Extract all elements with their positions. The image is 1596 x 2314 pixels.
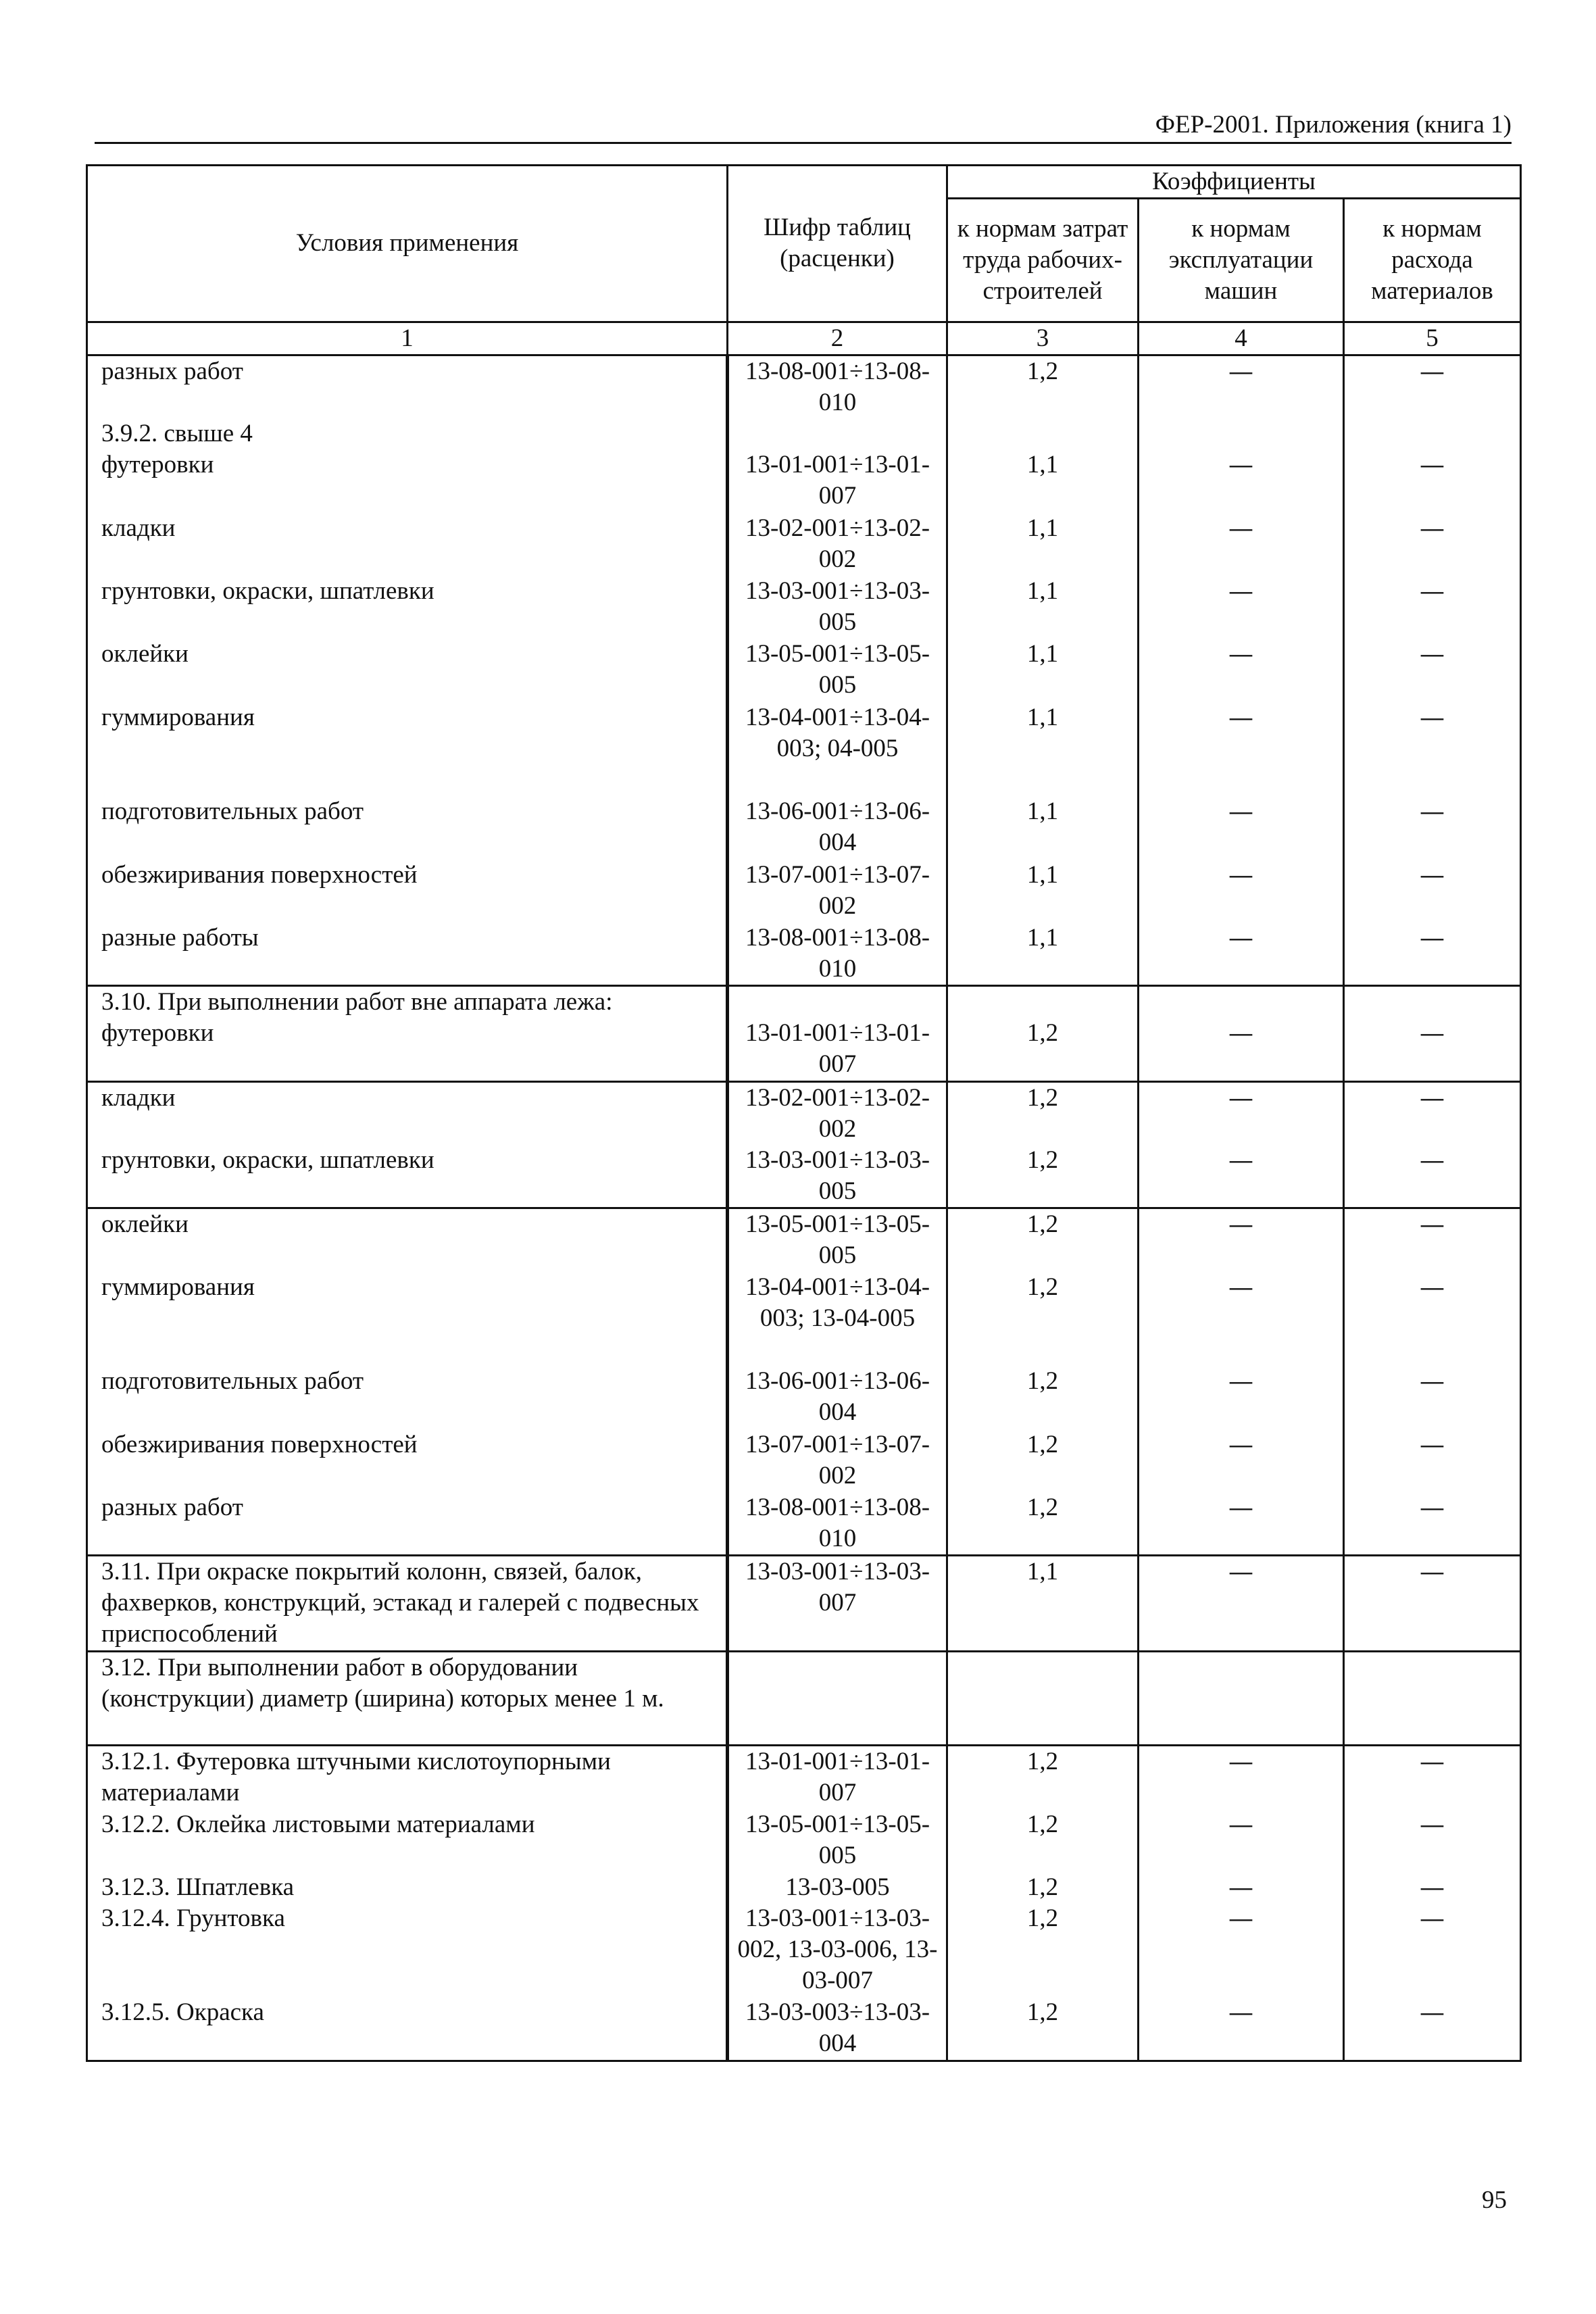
material-coefficient-cell: — [1344,576,1521,639]
table-row [87,860,1521,922]
labor-coefficient-cell: 1,2 [947,355,1139,419]
column-number: 5 [1344,322,1521,355]
machine-coefficient-cell: — [1139,576,1344,639]
table-code-cell [728,1651,947,1745]
machine-coefficient-cell: — [1139,1429,1344,1492]
condition-cell: кладки [87,1081,728,1145]
labor-coefficient-cell: 1,1 [947,576,1139,639]
column-number: 4 [1139,322,1344,355]
table-code-cell: 13-03-005 [728,1872,947,1903]
material-coefficient-cell: — [1344,1746,1521,1809]
condition-cell: обезжиривания поверхностей [87,1429,728,1492]
table-row [87,1651,1521,1745]
material-coefficient-cell: — [1344,1145,1521,1208]
machine-coefficient-cell [1139,418,1344,449]
labor-coefficient-cell: 1,2 [947,1746,1139,1809]
labor-coefficient-cell [947,1651,1139,1745]
machine-coefficient-cell: — [1139,1492,1344,1556]
table-code-cell: 13-05-001÷13-05-005 [728,1208,947,1272]
material-coefficient-cell: — [1344,1556,1521,1652]
material-coefficient-cell: — [1344,1492,1521,1556]
machine-coefficient-cell: — [1139,1903,1344,1997]
machine-coefficient-cell: — [1139,639,1344,701]
labor-coefficient-cell: 1,2 [947,1208,1139,1272]
table-row [87,513,1521,576]
machine-coefficient-cell: — [1139,513,1344,576]
table-code-cell: 13-07-001÷13-07-002 [728,860,947,922]
page-number: 95 [1482,2186,1507,2214]
labor-coefficient-cell: 1,2 [947,1997,1139,2061]
condition-cell: гуммирования [87,1272,728,1366]
labor-coefficient-cell: 1,2 [947,1809,1139,1872]
machine-coefficient-cell: — [1139,449,1344,512]
material-coefficient-cell: — [1344,355,1521,419]
labor-coefficient-cell: 1,2 [947,1429,1139,1492]
labor-coefficient-cell: 1,2 [947,1081,1139,1145]
machine-coefficient-cell: — [1139,1208,1344,1272]
table-code-cell: 13-01-001÷13-01-007 [728,1746,947,1809]
condition-cell: подготовительных работ [87,796,728,859]
table-row [87,1872,1521,1903]
table-code-cell: 13-01-001÷13-01-007 [728,1018,947,1081]
table-code-cell: 13-04-001÷13-04-003; 04-005 [728,702,947,796]
condition-cell: обезжиривания поверхностей [87,860,728,922]
material-coefficient-cell: — [1344,1018,1521,1081]
header-material-norms: к нормам расхода материалов [1344,199,1521,322]
table-row [87,1429,1521,1492]
labor-coefficient-cell: 1,2 [947,1492,1139,1556]
material-coefficient-cell: — [1344,922,1521,986]
material-coefficient-cell: — [1344,449,1521,512]
machine-coefficient-cell: — [1139,1272,1344,1366]
column-number: 1 [87,322,728,355]
labor-coefficient-cell: 1,1 [947,1556,1139,1652]
material-coefficient-cell: — [1344,1872,1521,1903]
table-code-cell [728,986,947,1018]
table-code-cell: 13-03-001÷13-03-005 [728,1145,947,1208]
labor-coefficient-cell: 1,1 [947,449,1139,512]
labor-coefficient-cell: 1,2 [947,1872,1139,1903]
table-row [87,1208,1521,1272]
table-code-cell: 13-03-001÷13-03-005 [728,576,947,639]
header-table-code: Шифр таблиц (расценки) [728,166,947,322]
table-code-cell: 13-01-001÷13-01-007 [728,449,947,512]
header-machine-norms: к нормам эксплуатации машин [1139,199,1344,322]
material-coefficient-cell: — [1344,1903,1521,1997]
header-coefficients: Коэффициенты [947,166,1521,199]
condition-cell: подготовительных работ [87,1366,728,1429]
condition-cell: 3.12.1. Футеровка штучными кислотоупорными материалами [87,1746,728,1809]
condition-cell: 3.11. При окраске покрытий колонн, связей, балок, фахверков, конструкций, эстакад и галерей с подвесных приспособлений [87,1556,728,1652]
machine-coefficient-cell [1139,1651,1344,1745]
material-coefficient-cell: — [1344,513,1521,576]
table-row [87,1018,1521,1081]
machine-coefficient-cell: — [1139,1366,1344,1429]
condition-cell: грунтовки, окраски, шпатлевки [87,1145,728,1208]
table-code-cell: 13-02-001÷13-02-002 [728,513,947,576]
labor-coefficient-cell: 1,2 [947,1272,1139,1366]
material-coefficient-cell [1344,986,1521,1018]
labor-coefficient-cell: 1,1 [947,639,1139,701]
labor-coefficient-cell: 1,1 [947,860,1139,922]
coefficients-table [86,164,1522,2062]
material-coefficient-cell: — [1344,702,1521,796]
table-row [87,796,1521,859]
material-coefficient-cell: — [1344,796,1521,859]
table-body [87,355,1521,2061]
table-row [87,355,1521,419]
machine-coefficient-cell: — [1139,860,1344,922]
running-head: ФЕР-2001. Приложения (книга 1) [1155,111,1512,139]
labor-coefficient-cell: 1,2 [947,1366,1139,1429]
condition-cell: 3.12.4. Грунтовка [87,1903,728,1997]
labor-coefficient-cell: 1,1 [947,513,1139,576]
condition-cell: 3.10. При выполнении работ вне аппарата лежа: [87,986,728,1018]
table-code-cell: 13-06-001÷13-06-004 [728,1366,947,1429]
column-number: 2 [728,322,947,355]
condition-cell: футеровки [87,449,728,512]
table-row [87,639,1521,701]
material-coefficient-cell: — [1344,1429,1521,1492]
table-code-cell: 13-04-001÷13-04-003; 13-04-005 [728,1272,947,1366]
column-number: 3 [947,322,1139,355]
table-row [87,1366,1521,1429]
machine-coefficient-cell: — [1139,702,1344,796]
labor-coefficient-cell [947,986,1139,1018]
header-rule [95,142,1512,144]
condition-cell: разных работ [87,355,728,419]
machine-coefficient-cell: — [1139,796,1344,859]
table-row [87,1145,1521,1208]
condition-cell: 3.12.5. Окраска [87,1997,728,2061]
labor-coefficient-cell: 1,1 [947,922,1139,986]
machine-coefficient-cell: — [1139,1556,1344,1652]
table-row [87,1903,1521,1997]
table-code-cell: 13-02-001÷13-02-002 [728,1081,947,1145]
table-row [87,922,1521,986]
table-row [87,1997,1521,2061]
labor-coefficient-cell: 1,2 [947,1903,1139,1997]
table-code-cell: 13-03-001÷13-03-002, 13-03-006, 13-03-007 [728,1903,947,1997]
header-labor-norms: к нормам затрат труда рабочих-строителей [947,199,1139,322]
material-coefficient-cell [1344,418,1521,449]
labor-coefficient-cell: 1,2 [947,1145,1139,1208]
material-coefficient-cell: — [1344,1272,1521,1366]
machine-coefficient-cell [1139,986,1344,1018]
table-row [87,702,1521,796]
table-code-cell [728,418,947,449]
labor-coefficient-cell: 1,2 [947,1018,1139,1081]
labor-coefficient-cell: 1,1 [947,702,1139,796]
table-code-cell: 13-05-001÷13-05-005 [728,639,947,701]
machine-coefficient-cell: — [1139,922,1344,986]
table-row [87,1272,1521,1366]
material-coefficient-cell: — [1344,1809,1521,1872]
condition-cell: оклейки [87,639,728,701]
condition-cell: оклейки [87,1208,728,1272]
table-row [87,986,1521,1018]
table-row [87,1081,1521,1145]
table-code-cell: 13-03-001÷13-03-007 [728,1556,947,1652]
table-code-cell: 13-03-003÷13-03-004 [728,1997,947,2061]
machine-coefficient-cell: — [1139,1145,1344,1208]
machine-coefficient-cell: — [1139,1746,1344,1809]
machine-coefficient-cell: — [1139,1872,1344,1903]
table-code-cell: 13-07-001÷13-07-002 [728,1429,947,1492]
labor-coefficient-cell: 1,1 [947,796,1139,859]
condition-cell: 3.12. При выполнении работ в оборудовании (конструкции) диаметр (ширина) которых менее 1 м. [87,1651,728,1745]
condition-cell: гуммирования [87,702,728,796]
machine-coefficient-cell: — [1139,1809,1344,1872]
condition-cell: кладки [87,513,728,576]
table-code-cell: 13-06-001÷13-06-004 [728,796,947,859]
condition-cell: 3.9.2. свыше 4 [87,418,728,449]
condition-cell: разных работ [87,1492,728,1556]
table-row [87,576,1521,639]
material-coefficient-cell: — [1344,860,1521,922]
table-row [87,418,1521,449]
table-code-cell: 13-08-001÷13-08-010 [728,922,947,986]
material-coefficient-cell: — [1344,639,1521,701]
labor-coefficient-cell [947,418,1139,449]
table-code-cell: 13-05-001÷13-05-005 [728,1809,947,1872]
material-coefficient-cell: — [1344,1081,1521,1145]
table-row [87,1746,1521,1809]
machine-coefficient-cell: — [1139,1997,1344,2061]
machine-coefficient-cell: — [1139,1018,1344,1081]
machine-coefficient-cell: — [1139,355,1344,419]
material-coefficient-cell: — [1344,1366,1521,1429]
table-row [87,1492,1521,1556]
condition-cell: 3.12.2. Оклейка листовыми материалами [87,1809,728,1872]
machine-coefficient-cell: — [1139,1081,1344,1145]
material-coefficient-cell [1344,1651,1521,1745]
table-row [87,1556,1521,1652]
table-row [87,449,1521,512]
condition-cell: разные работы [87,922,728,986]
table-code-cell: 13-08-001÷13-08-010 [728,355,947,419]
material-coefficient-cell: — [1344,1208,1521,1272]
material-coefficient-cell: — [1344,1997,1521,2061]
condition-cell: грунтовки, окраски, шпатлевки [87,576,728,639]
condition-cell: футеровки [87,1018,728,1081]
table-code-cell: 13-08-001÷13-08-010 [728,1492,947,1556]
table-row [87,1809,1521,1872]
header-conditions: Условия применения [87,166,728,322]
condition-cell: 3.12.3. Шпатлевка [87,1872,728,1903]
